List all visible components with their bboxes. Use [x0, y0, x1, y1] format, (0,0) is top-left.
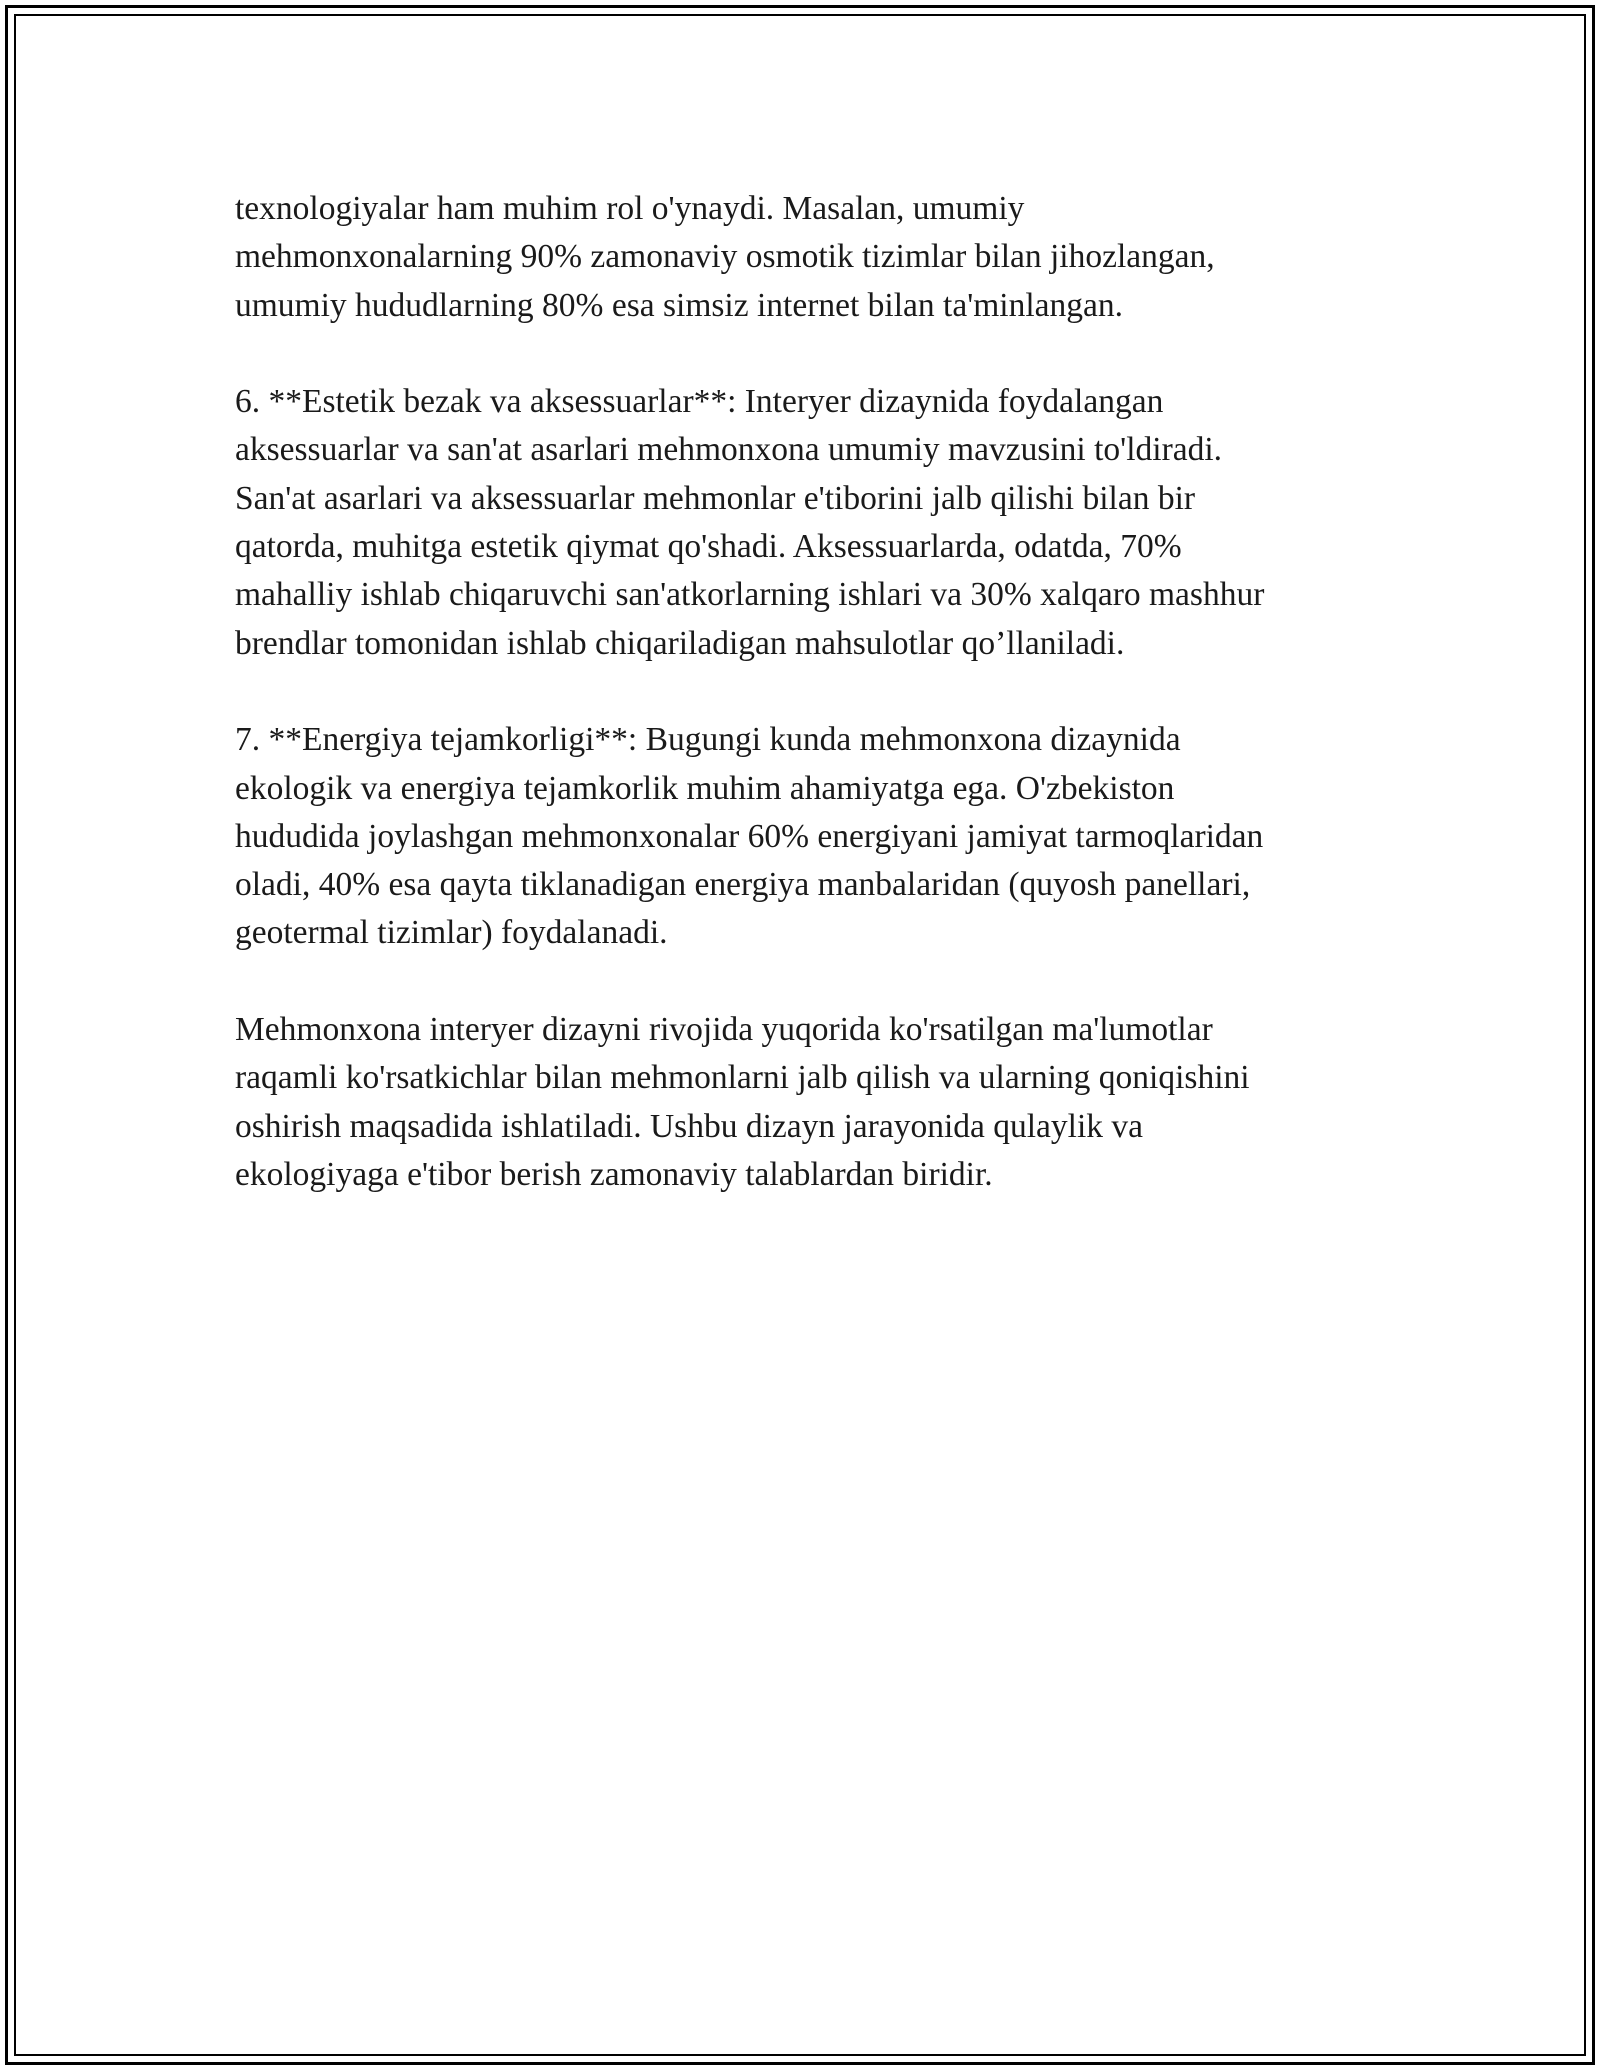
paragraph-technologies — [235, 185, 1415, 330]
text-line: 6. **Estetik bezak va aksessuarlar**: Interyer dizaynida foydalangan — [235, 383, 1164, 421]
paragraph-energy-efficiency — [235, 716, 1415, 957]
text-line: oshirish maqsadida ishlatiladi. Ushbu dizayn jarayonida qulaylik va — [235, 1107, 1144, 1145]
text-line: 7. **Energiya tejamkorligi**: Bugungi kunda mehmonxona dizaynida — [235, 721, 1181, 759]
text-line: San'at asarlari va aksessuarlar mehmonlar e'tiborini jalb qilishi bilan bir — [235, 479, 1196, 517]
text-line: aksessuarlar va san'at asarlari mehmonxona umumiy mavzusini to'ldiradi. — [235, 431, 1223, 469]
text-line: geotermal tizimlar) foydalanadi. — [235, 914, 668, 952]
text-line: qatorda, muhitga estetik qiymat qo'shadi. Aksessuarlarda, odatda, 70% — [235, 528, 1182, 566]
text-line: hududida joylashgan mehmonxonalar 60% energiyani jamiyat tarmoqlaridan — [235, 817, 1264, 855]
text-line: umumiy hududlarning 80% esa simsiz internet bilan ta'minlangan. — [235, 286, 1124, 324]
text-line: brendlar tomonidan ishlab chiqariladigan mahsulotlar qo’llaniladi. — [235, 624, 1125, 662]
text-line: mahalliy ishlab chiqaruvchi san'atkorlarning ishlari va 30% xalqaro mashhur — [235, 576, 1265, 614]
paragraph-aesthetic-decor — [235, 378, 1415, 668]
text-line: mehmonxonalarning 90% zamonaviy osmotik tizimlar bilan jihozlangan, — [235, 238, 1215, 276]
text-line: Mehmonxona interyer dizayni rivojida yuqorida ko'rsatilgan ma'lumotlar — [235, 1011, 1213, 1049]
text-line: raqamli ko'rsatkichlar bilan mehmonlarni jalb qilish va ularning qoniqishini — [235, 1059, 1250, 1097]
paragraph-conclusion — [235, 1006, 1415, 1199]
document-body — [235, 185, 1415, 1248]
text-line: oladi, 40% esa qayta tiklanadigan energiya manbalaridan (quyosh panellari, — [235, 866, 1251, 904]
text-line: ekologik va energiya tejamkorlik muhim ahamiyatga ega. O'zbekiston — [235, 769, 1175, 807]
text-line: ekologiyaga e'tibor berish zamonaviy talablardan biridir. — [235, 1155, 993, 1193]
text-line: texnologiyalar ham muhim rol o'ynaydi. Masalan, umumiy — [235, 190, 1025, 227]
